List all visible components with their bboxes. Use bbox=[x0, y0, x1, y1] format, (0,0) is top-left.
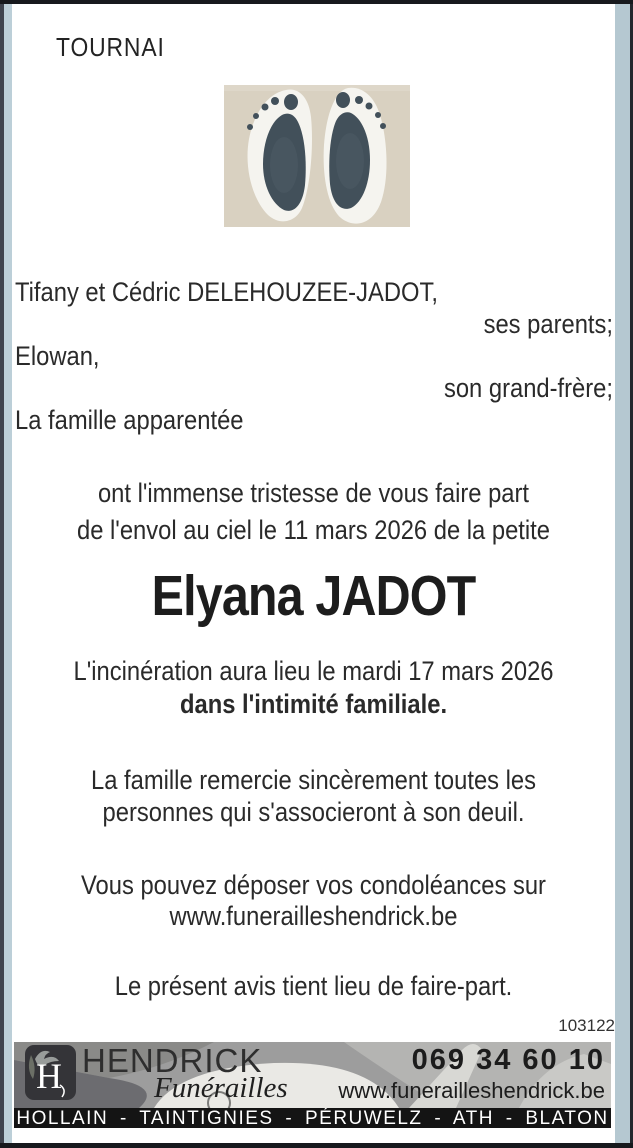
funeral-home-subtitle: Funérailles bbox=[154, 1072, 288, 1104]
family-line-extended: La famille apparentée bbox=[15, 405, 244, 435]
announcement-intro bbox=[12, 475, 615, 549]
thanks-line-1: La famille remercie sincèrement toutes les bbox=[90, 765, 537, 795]
condolences-website: www.funerailleshendrick.be bbox=[169, 901, 458, 931]
footprints-illustration bbox=[224, 85, 410, 227]
svg-text:H: H bbox=[36, 1056, 62, 1096]
scan-edge-left-blue bbox=[4, 0, 12, 1148]
condolences-text bbox=[12, 870, 615, 932]
intro-line-2: de l'envol au ciel le 11 mars 2026 de la petite bbox=[76, 515, 550, 545]
funeral-home-name: HENDRICK bbox=[82, 1042, 263, 1079]
notice-content bbox=[12, 4, 615, 1143]
deceased-name: Elyana JADOT bbox=[151, 564, 476, 628]
scan-edge-bottom bbox=[0, 1143, 633, 1148]
hendrick-monogram-icon bbox=[25, 1045, 76, 1100]
hendrick-logo bbox=[25, 1045, 76, 1100]
intro-line-1: ont l'immense tristesse de vous faire part bbox=[97, 478, 530, 508]
condolences-line-1: Vous pouvez déposer vos condoléances sur bbox=[81, 870, 546, 900]
funeral-home-banner bbox=[14, 1042, 611, 1128]
banner-photo-strip bbox=[14, 1042, 611, 1108]
notice-line: Le présent avis tient lieu de faire-part. bbox=[114, 971, 513, 1001]
city-label: TOURNAI bbox=[56, 32, 165, 62]
locations-bar: HOLLAIN - TAINTIGNIES - PÉRUWELZ - ATH - BLATON bbox=[14, 1108, 611, 1128]
family-relation-brother: son grand-frère; bbox=[443, 373, 613, 403]
phone-number: 069 34 60 10 bbox=[411, 1044, 605, 1076]
family-relation-parents: ses parents; bbox=[483, 309, 613, 339]
thanks-line-2: personnes qui s'associeront à son deuil. bbox=[102, 797, 525, 827]
thanks-text bbox=[12, 764, 615, 828]
ceremony-info bbox=[12, 655, 615, 721]
ceremony-line-1: L'incinération aura lieu le mardi 17 mars 2026 bbox=[73, 656, 554, 686]
reference-number: 103122 bbox=[558, 1016, 615, 1035]
ceremony-line-2: dans l'intimité familiale. bbox=[179, 689, 448, 719]
family-list bbox=[15, 276, 613, 436]
family-line-parents: Tifany et Cédric DELEHOUZEE-JADOT, bbox=[15, 277, 438, 307]
scan-edge-right-blue bbox=[615, 0, 630, 1148]
family-line-brother: Elowan, bbox=[15, 341, 100, 371]
legal-notice bbox=[12, 970, 615, 1002]
scan-edge-top bbox=[0, 0, 633, 4]
baby-footprints-photo bbox=[224, 85, 410, 227]
website-url: www.funerailleshendrick.be bbox=[338, 1078, 605, 1103]
